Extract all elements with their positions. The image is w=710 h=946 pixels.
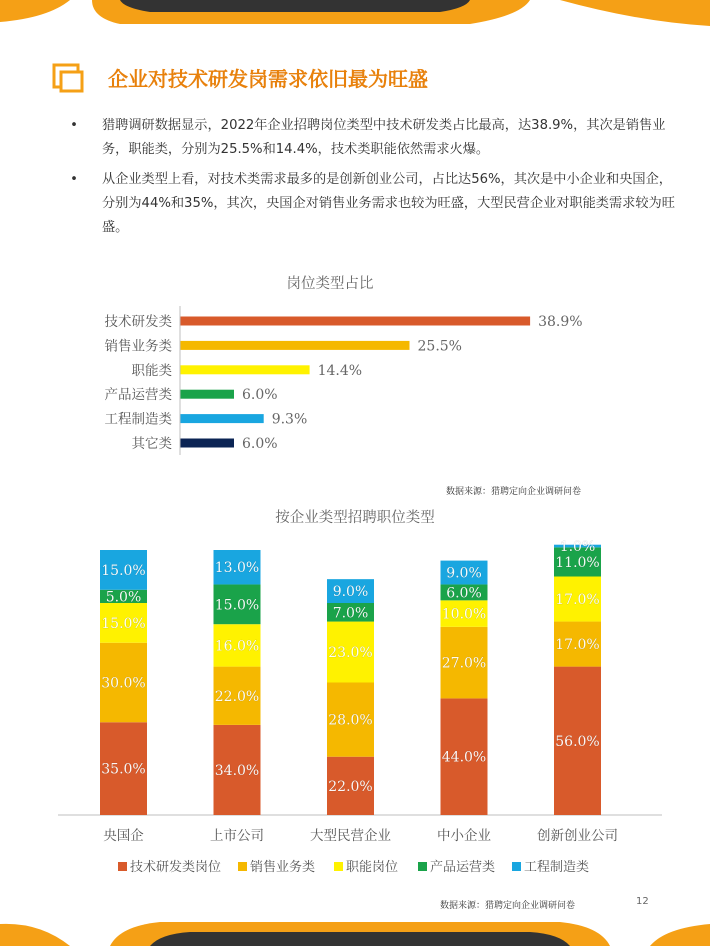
data-label: 6.0% — [242, 436, 278, 452]
segment-label: 13.0% — [214, 560, 260, 577]
job-type-bar-chart — [60, 300, 660, 465]
data-label: 14.4% — [317, 362, 363, 379]
bar — [180, 439, 234, 448]
legend-swatch — [118, 862, 127, 871]
bullet-text: 猎聘调研数据显示，2022年企业招聘岗位类型中技术研发类占比最高，达38.9%，其次是销售业务，职能类，分别为25.5%和14.4%，技术类职能依然需求火爆。 — [102, 118, 666, 157]
data-source-note: 数据来源：猎聘定向企业调研问卷 — [446, 487, 582, 497]
category-label: 央国企 — [103, 828, 144, 844]
segment-label: 17.0% — [555, 592, 600, 609]
segment-label: 9.0% — [446, 565, 482, 582]
chart-title-job-types: 岗位类型占比 — [286, 276, 374, 292]
segment-label: 44.0% — [441, 749, 487, 766]
category-label: 大型民营企业 — [310, 828, 391, 844]
legend-swatch — [512, 862, 521, 871]
bar — [180, 390, 234, 399]
segment-label: 27.0% — [441, 655, 487, 672]
data-label: 25.5% — [417, 338, 462, 355]
segment-label: 35.0% — [101, 761, 146, 778]
category-label: 上市公司 — [210, 828, 264, 844]
data-label: 38.9% — [538, 314, 583, 330]
bullet-dot: • — [70, 118, 78, 133]
bar — [180, 414, 264, 423]
bullet-text: 从企业类型上看，对技术类需求最多的是创新创业公司，占比达56%，其次是中小企业和央国企，分别为44%和35%，其次，央国企对销售业务需求也较为旺盛，大型民营企业对职能类需求较为旺盛。 — [102, 172, 675, 235]
bar — [180, 365, 310, 374]
bar — [180, 317, 530, 326]
page-title: 企业对技术研发岗需求依旧最为旺盛 — [108, 67, 428, 91]
segment-label: 17.0% — [555, 637, 600, 654]
top-decoration-band — [0, 0, 710, 34]
legend-label: 产品运营类 — [430, 860, 496, 875]
segment-label: 22.0% — [214, 688, 260, 705]
category-label: 技术研发类 — [104, 314, 172, 330]
company-type-stacked-chart — [50, 540, 670, 885]
segment-label: 23.0% — [328, 645, 373, 662]
segment-label: 15.0% — [214, 597, 260, 614]
data-label: 6.0% — [242, 387, 278, 404]
bullet-item — [66, 168, 676, 240]
segment-label: 11.0% — [555, 554, 600, 571]
data-source-note: 数据来源：猎聘定向企业调研问卷 — [440, 901, 576, 911]
segment-label: 9.0% — [332, 584, 369, 601]
category-label: 创新创业公司 — [537, 828, 618, 844]
bullet-item — [66, 114, 676, 162]
category-label: 工程制造类 — [104, 411, 172, 428]
segment-label: 15.0% — [101, 562, 146, 579]
segment-label: 16.0% — [214, 638, 260, 655]
segment-label: 28.0% — [328, 712, 373, 729]
segment-label: 22.0% — [328, 778, 373, 795]
bullet-list — [66, 114, 676, 246]
segment-label: 15.0% — [101, 615, 146, 632]
segment-label: 7.0% — [332, 605, 369, 622]
category-label: 其它类 — [131, 436, 172, 452]
legend-label: 销售业务类 — [250, 860, 316, 875]
square-bracket-icon — [52, 63, 84, 93]
legend-swatch — [334, 862, 343, 871]
category-label: 销售业务类 — [104, 338, 172, 355]
segment-label: 56.0% — [555, 733, 600, 750]
segment-label: 6.0% — [446, 585, 482, 602]
segment-label: 30.0% — [101, 675, 146, 692]
page-number: 12 — [636, 896, 649, 907]
segment-label: 34.0% — [214, 762, 260, 779]
bullet-dot: • — [70, 172, 78, 187]
segment-label: 1.0% — [559, 540, 596, 556]
legend-label: 技术研发类岗位 — [130, 860, 222, 875]
category-label: 产品运营类 — [104, 387, 172, 404]
legend-swatch — [238, 862, 247, 871]
bottom-decoration-band — [0, 912, 710, 946]
segment-label: 5.0% — [105, 589, 142, 606]
bar — [180, 341, 410, 350]
data-label: 9.3% — [271, 411, 308, 428]
legend-label: 工程制造类 — [524, 860, 590, 875]
chart-title-company-types: 按企业类型招聘职位类型 — [275, 510, 435, 526]
category-label: 中小企业 — [437, 828, 491, 844]
section-header — [52, 62, 84, 94]
legend-label: 职能岗位 — [346, 860, 399, 875]
category-label: 职能类 — [131, 362, 172, 379]
segment-label: 10.0% — [441, 606, 487, 623]
legend-swatch — [418, 862, 427, 871]
